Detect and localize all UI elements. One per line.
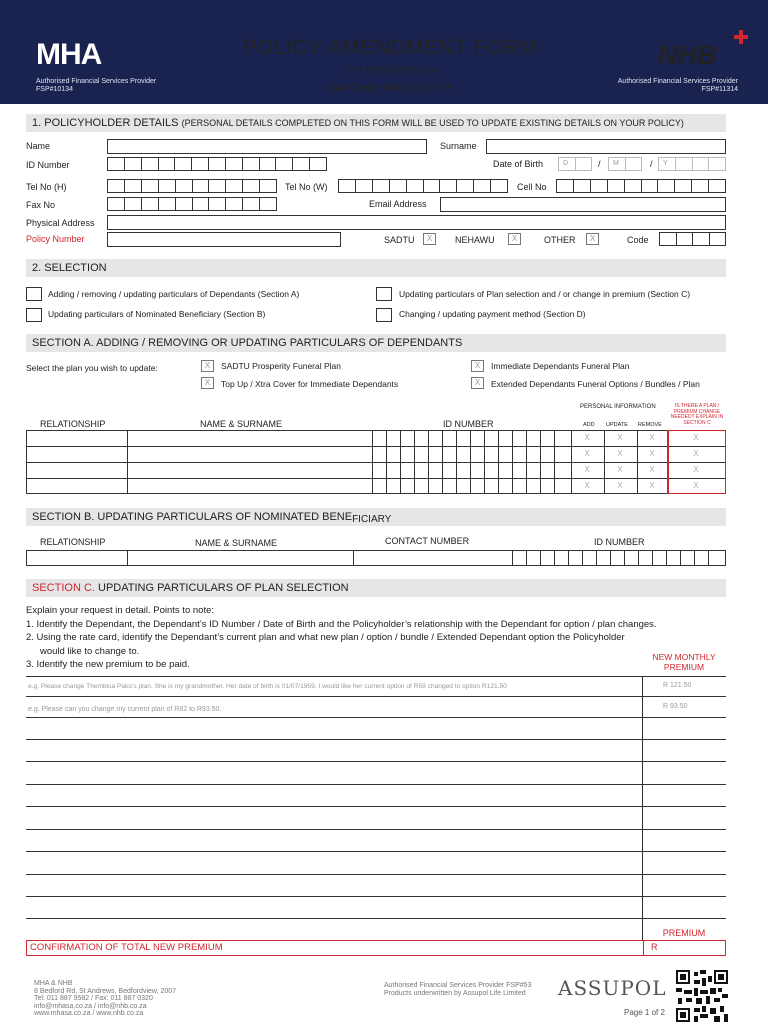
- footer-fsp2: Products underwritten by Assupol Life Limited: [384, 990, 526, 997]
- instructions-intro: Explain your request in detail. Points to note:: [26, 605, 215, 616]
- plan3-label: Immediate Dependants Funeral Plan: [491, 361, 630, 371]
- plan1-checkbox[interactable]: X: [201, 360, 214, 372]
- x-update-3[interactable]: X: [617, 465, 623, 474]
- surname-field[interactable]: [486, 139, 726, 154]
- section-b-header: [26, 508, 726, 526]
- option-d-label: Changing / updating payment method (Section D): [399, 309, 586, 319]
- mha-fsp-line1: Authorised Financial Services Provider: [36, 78, 157, 85]
- option-a-checkbox[interactable]: [26, 287, 42, 301]
- x-add-3[interactable]: X: [584, 465, 590, 474]
- x-plan-4[interactable]: X: [693, 481, 699, 490]
- instructions-point1: 1. Identify the Dependant, the Dependant’s ID Number / Date of Birth and the Policyholder’s relationship with the Dependant for option / plan changes.: [26, 618, 657, 630]
- other-label: OTHER: [544, 235, 576, 245]
- section-c-instructions: [26, 604, 657, 672]
- address-field[interactable]: [107, 215, 726, 230]
- x-remove-2[interactable]: X: [649, 449, 655, 458]
- total-r-label: R: [651, 942, 658, 952]
- footer-addr1: MHA & NHB: [34, 980, 73, 987]
- write-line[interactable]: [26, 851, 726, 852]
- surname-label: Surname: [440, 141, 477, 151]
- write-line[interactable]: [26, 717, 726, 718]
- write-line[interactable]: [26, 896, 726, 897]
- x-update-4[interactable]: X: [617, 481, 623, 490]
- fax-cells[interactable]: [107, 197, 277, 211]
- name-label: Name: [26, 141, 51, 151]
- plan3-checkbox[interactable]: X: [471, 360, 484, 372]
- x-remove-3[interactable]: X: [649, 465, 655, 474]
- update-label: UPDATE: [606, 422, 628, 428]
- footer-fsp: [384, 982, 531, 998]
- id-number-label: ID Number: [26, 160, 70, 170]
- premium-label: PREMIUM: [662, 928, 706, 938]
- tel-w-label: Tel No (W): [285, 182, 328, 192]
- dep-col-name: NAME & SURNAME: [200, 419, 283, 429]
- code-cells[interactable]: [659, 232, 726, 246]
- footer-addr2: 8 Bedford Rd, St Andrews, Bedfordview, 2007: [34, 987, 177, 995]
- write-line[interactable]: [26, 739, 726, 740]
- section1-title: 1. POLICYHOLDER DETAILS: [32, 117, 179, 129]
- option-d-checkbox[interactable]: [376, 308, 392, 322]
- x-update-1[interactable]: X: [617, 433, 623, 442]
- dep-col-relationship: RELATIONSHIP: [40, 419, 106, 429]
- section1-header: [26, 114, 726, 132]
- section2-header: 2. SELECTION: [26, 259, 726, 277]
- mha-logo: MHA: [36, 38, 102, 71]
- dob-year-hint: Y: [663, 160, 668, 167]
- policy-number-label: Policy Number: [26, 234, 85, 244]
- qr-code-icon: [676, 970, 728, 1022]
- write-line[interactable]: [26, 784, 726, 785]
- policy-number-field[interactable]: [107, 232, 341, 247]
- nhb-fsp-line1: Authorised Financial Services Provider: [617, 78, 738, 85]
- x-remove-1[interactable]: X: [649, 433, 655, 442]
- x-add-2[interactable]: X: [584, 449, 590, 458]
- red-cross-icon: [734, 30, 748, 44]
- nhb-fsp-line2: FSP#11314: [701, 86, 738, 93]
- cell-cells[interactable]: [556, 179, 726, 193]
- option-a-label: Adding / removing / updating particulars of Dependants (Section A): [48, 289, 300, 299]
- plan4-label: Extended Dependants Funeral Options / Bundles / Plan: [491, 379, 700, 389]
- ben-col-contact: CONTACT NUMBER: [385, 536, 470, 546]
- option-b-label: Updating particulars of Nominated Beneficiary (Section B): [48, 309, 266, 319]
- instructions-point3: 3. Identify the new premium to be paid.: [26, 659, 190, 670]
- new-monthly-premium-line1: NEW MONTHLY: [652, 652, 716, 662]
- page-number: Page 1 of 2: [624, 1008, 665, 1017]
- id-number-cells[interactable]: [107, 157, 327, 171]
- fax-label: Fax No: [26, 200, 56, 210]
- sadtu-label: SADTU: [384, 235, 415, 245]
- plan4-checkbox[interactable]: X: [471, 377, 484, 389]
- write-line[interactable]: [26, 806, 726, 807]
- footer-fsp1: Authorised Financial Services Provider FSP#53: [384, 982, 532, 989]
- section-c-title-red: SECTION C.: [32, 582, 95, 594]
- premium-column-divider: [642, 676, 643, 940]
- write-line[interactable]: [26, 696, 726, 697]
- cell-label: Cell No: [517, 182, 547, 192]
- dob-year-cells[interactable]: [658, 157, 726, 171]
- email-field[interactable]: [440, 197, 726, 212]
- section-c-header: [26, 579, 726, 597]
- address-label: Physical Address: [26, 218, 95, 228]
- section-b-title-b: FICIARY: [352, 514, 392, 525]
- new-monthly-premium-header: [642, 652, 726, 672]
- example-2-amount: R 93.50: [663, 703, 688, 710]
- select-plan-label: Select the plan you wish to update:: [26, 363, 158, 373]
- x-plan-1[interactable]: X: [693, 433, 699, 442]
- x-plan-2[interactable]: X: [693, 449, 699, 458]
- ben-col-relationship: RELATIONSHIP: [40, 537, 106, 547]
- other-checkbox[interactable]: X: [586, 233, 599, 245]
- dob-label: Date of Birth: [493, 159, 544, 169]
- dob-month-hint: M: [613, 160, 619, 167]
- write-line[interactable]: [26, 874, 726, 875]
- section-a-header: SECTION A. ADDING / REMOVING OR UPDATING PARTICULARS OF DEPENDANTS: [26, 334, 726, 352]
- plan2-checkbox[interactable]: X: [201, 377, 214, 389]
- plan1-label: SADTU Prosperity Funeral Plan: [221, 361, 341, 371]
- example-1-amount: R 121.50: [663, 682, 692, 689]
- x-add-4[interactable]: X: [584, 481, 590, 490]
- write-line: [26, 676, 726, 677]
- personal-info-label: PERSONAL INFORMATION: [580, 404, 656, 410]
- form-title: POLICY AMENDMENT FORM: [242, 36, 538, 59]
- example-2-text: e.g. Please can you change my current plan of R82 to R93.50.: [28, 706, 222, 713]
- form-subtitle-2: Call Centre 0861 001 788: [327, 82, 453, 94]
- section-b-title-a: SECTION B. UPDATING PARTICULARS OF NOMINATED BENE: [32, 511, 353, 523]
- tel-h-cells[interactable]: [107, 179, 277, 193]
- beneficiary-table[interactable]: [26, 550, 726, 566]
- nhb-fsp-text: [560, 78, 738, 94]
- write-line[interactable]: [26, 918, 726, 919]
- dob-sep-2: /: [650, 159, 653, 169]
- write-line[interactable]: [26, 829, 726, 830]
- nhb-logo: NHB: [658, 40, 717, 70]
- section-c-title-rest: UPDATING PARTICULARS OF PLAN SELECTION: [94, 582, 349, 594]
- x-update-2[interactable]: X: [617, 449, 623, 458]
- instructions-point2b: would like to change to.: [40, 645, 140, 657]
- section1-note: (PERSONAL DETAILS COMPLETED ON THIS FORM WILL BE USED TO UPDATE EXISTING DETAILS ON YOUR POLICY): [181, 118, 684, 128]
- new-monthly-premium-line2: PREMIUM: [663, 662, 705, 672]
- option-c-label: Updating particulars of Plan selection and / or change in premium (Section C): [399, 289, 691, 299]
- option-b-checkbox[interactable]: [26, 308, 42, 322]
- option-c-checkbox[interactable]: [376, 287, 392, 301]
- instructions-point2a: 2. Using the rate card, identify the Dependant’s current plan and what new plan / option / bundle / Extended Dependant option the Policyholder: [26, 632, 625, 643]
- x-remove-4[interactable]: X: [649, 481, 655, 490]
- footer-addr5[interactable]: www.mhasa.co.za / www.nhb.co.za: [34, 1010, 144, 1018]
- write-line[interactable]: [26, 761, 726, 762]
- ben-col-name: NAME & SURNAME: [195, 538, 278, 548]
- code-label: Code: [627, 235, 649, 245]
- nehawu-label: NEHAWU: [455, 235, 495, 245]
- example-1-text: e.g. Please change Thembisa Pako’s plan. She is my grandmother. Her date of birth is 01/07/1959. I would like her current option of R59 changed to option R121.50: [28, 683, 507, 690]
- remove-label: REMOVE: [638, 422, 662, 428]
- x-add-1[interactable]: X: [584, 433, 590, 442]
- add-label: ADD: [583, 422, 595, 428]
- footer-addr3: Tel: 011 887 9582 / Fax: 011 887 0320: [34, 995, 153, 1003]
- sadtu-checkbox[interactable]: X: [423, 233, 436, 245]
- mha-fsp-line2: FSP#10134: [36, 86, 73, 93]
- nehawu-checkbox[interactable]: X: [508, 233, 521, 245]
- name-field[interactable]: [107, 139, 427, 154]
- dep-col-id: ID NUMBER: [443, 419, 494, 429]
- x-plan-3[interactable]: X: [693, 465, 699, 474]
- tel-w-cells[interactable]: [338, 179, 508, 193]
- confirmation-label: CONFIRMATION OF TOTAL NEW PREMIUM: [30, 942, 223, 953]
- dob-sep-1: /: [598, 159, 601, 169]
- plan-change-note: IS THERE A PLAN / PREMIUM CHANGE NEEDED? EXPLAIN IN SECTION C: [670, 403, 724, 426]
- email-label: Email Address: [369, 199, 427, 209]
- plan2-label: Top Up / Xtra Cover for Immediate Dependants: [221, 379, 399, 389]
- ben-col-id: ID NUMBER: [594, 537, 645, 547]
- form-subtitle-1: One form per policy: [342, 64, 438, 76]
- mha-fsp-text: [36, 78, 156, 94]
- assupol-logo: ASSUPOL: [558, 976, 667, 1000]
- dob-day-hint: D: [563, 160, 569, 167]
- footer-address: [34, 980, 176, 1018]
- footer-addr4[interactable]: info@mhasa.co.za / info@nhb.co.za: [34, 1002, 147, 1010]
- tel-h-label: Tel No (H): [26, 182, 67, 192]
